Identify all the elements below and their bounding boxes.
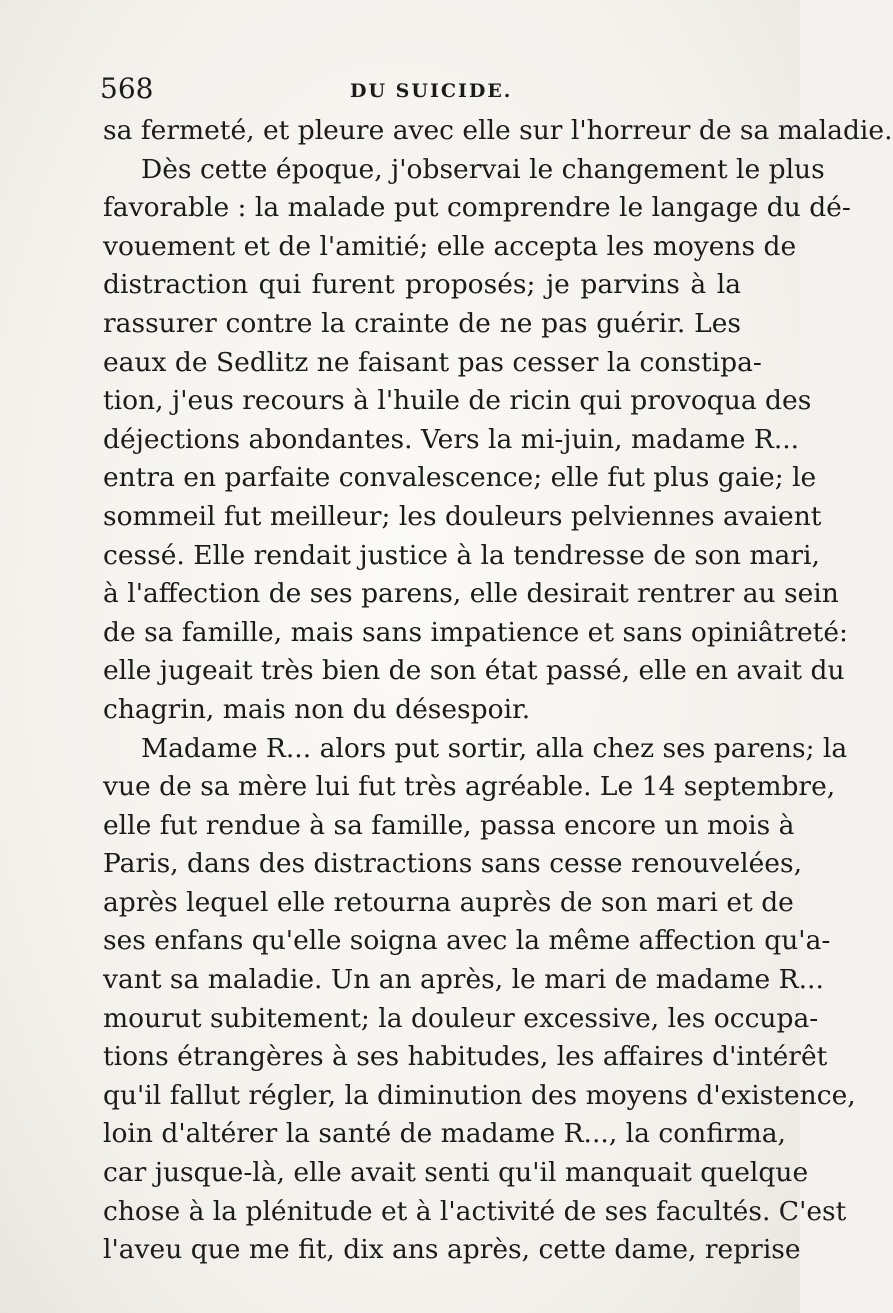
text-line: chagrin, mais non du désespoir. <box>103 693 531 725</box>
text-line: eaux de Sedlitz ne faisant pas cesser la constipa- <box>103 346 762 378</box>
body-text <box>103 112 893 1270</box>
text-line: de sa famille, mais sans impatience et sans opiniâtreté: <box>103 616 848 648</box>
text-line: à l'affection de ses parens, elle desirait rentrer au sein <box>103 578 839 610</box>
text-line: tion, j'eus recours à l'huile de ricin qui provoqua des <box>103 385 812 417</box>
text-line: elle fut rendue à sa famille, passa encore un mois à <box>103 809 795 841</box>
text-line: elle jugeait très bien de son état passé, elle en avait du <box>103 655 845 687</box>
text-line: mourut subitement; la douleur excessive, les occupa- <box>103 1002 819 1034</box>
text-line: Paris, dans des distractions sans cesse renouvelées, <box>103 848 802 880</box>
text-line: sommeil fut meilleur; les douleurs pelviennes avaient <box>103 500 822 532</box>
page-number: 568 <box>100 72 154 105</box>
text-line: loin d'altérer la santé de madame R..., la confirma, <box>103 1118 786 1150</box>
text-line: cessé. Elle rendait justice à la tendresse de son mari, <box>103 539 820 571</box>
text-line: tions étrangères à ses habitudes, les affaires d'intérêt <box>103 1041 828 1073</box>
paragraph <box>103 730 856 1270</box>
text-line: l'aveu que me fit, dix ans après, cette dame, reprise <box>103 1234 801 1266</box>
text-line: rassurer contre la crainte de ne pas guérir. Les <box>103 307 741 339</box>
text-line: déjections abondantes. Vers la mi-juin, madame R... <box>103 423 800 455</box>
text-line: distraction qui furent proposés; je parvins à la <box>103 269 741 301</box>
text-line: favorable : la malade put comprendre le langage du dé- <box>103 192 851 224</box>
text-line: après lequel elle retourna auprès de son mari et de <box>103 886 794 918</box>
text-line: ses enfans qu'elle soigna avec la même affection qu'a- <box>103 925 831 957</box>
running-head: DU SUICIDE. <box>350 80 513 102</box>
text-line: sa fermeté, et pleure avec elle sur l'horreur de sa maladie. <box>103 115 893 146</box>
text-line: vouement et de l'amitié; elle accepta les moyens de <box>103 230 797 262</box>
page-header <box>100 64 740 114</box>
text-line: vant sa maladie. Un an après, le mari de madame R... <box>103 964 824 996</box>
text-line: vue de sa mère lui fut très agréable. Le 14 septembre, <box>103 771 836 803</box>
text-line: Madame R... alors put sortir, alla chez ses parens; la <box>141 732 848 764</box>
text-line: entra en parfaite convalescence; elle fut plus gaie; le <box>103 462 817 494</box>
text-line: chose à la plénitude et à l'activité de ses facultés. C'est <box>103 1195 847 1227</box>
text-line: car jusque-là, elle avait senti qu'il manquait quelque <box>103 1157 809 1189</box>
paragraph <box>103 112 893 151</box>
text-line: qu'il fallut régler, la diminution des moyens d'existence, <box>103 1079 856 1111</box>
text-line: Dès cette époque, j'observai le changement le plus <box>141 153 825 185</box>
paragraph <box>103 151 851 730</box>
